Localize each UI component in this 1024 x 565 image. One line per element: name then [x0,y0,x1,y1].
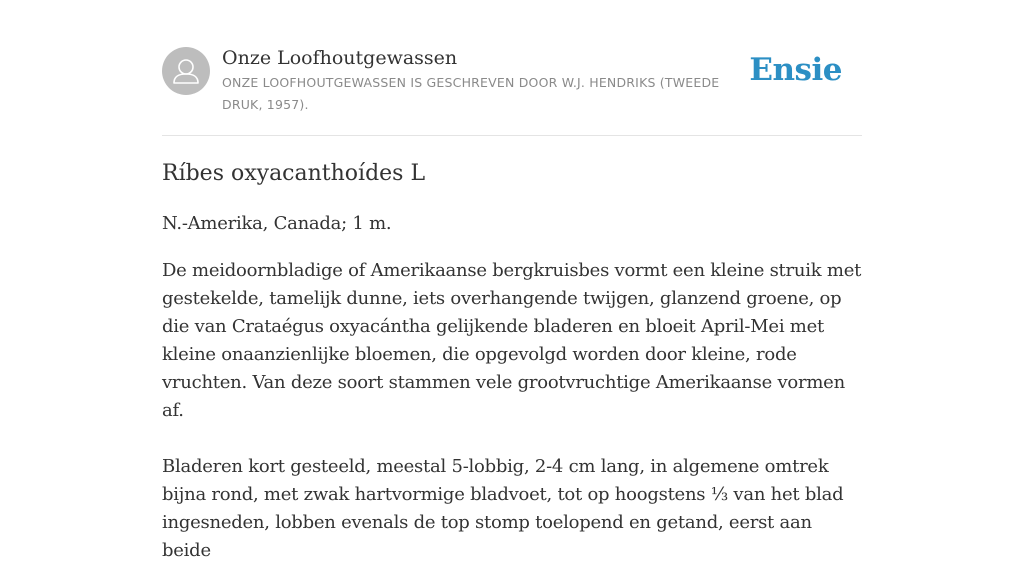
source-header [162,46,862,136]
source-title[interactable]: Onze Loofhoutgewassen [222,47,458,69]
article [162,158,862,565]
header-divider [162,135,862,136]
user-icon [162,47,210,95]
article-meta: N.-Amerika, Canada; 1 m. [162,213,392,234]
article-body: De meidoornbladige of Amerikaanse bergkruisbes vormt een kleine struik met gestekelde, tamelijk dunne, iets overhangende twijgen, glanzend groene, op die van Crataégus oxyacántha gelijkende bladeren en bloeit April-Mei met kleine onaanzienlijke bloemen, die opgevolgd worden door kleine, rode vruchten. Van deze soort stammen vele grootvruchtige Amerikaanse vormen af. Bladeren kort gesteeld, meestal 5-lobbig, 2-4 cm lang, in algemene omtrek bijna rond, met zwak hartvormige bladvoet, tot op hoogstens ⅓ van het blad ingesneden, lobben evenals de top stomp toelopend en getand, eerst aan beide [162,260,862,561]
ensie-logo[interactable]: Ensie [749,52,842,88]
source-description: ONZE LOOFHOUTGEWASSEN IS GESCHREVEN DOOR W.J. HENDRIKS (TWEEDE DRUK, 1957). [222,75,720,112]
avatar[interactable] [162,47,210,95]
article-title: Ríbes oxyacanthoídes L [162,161,426,186]
